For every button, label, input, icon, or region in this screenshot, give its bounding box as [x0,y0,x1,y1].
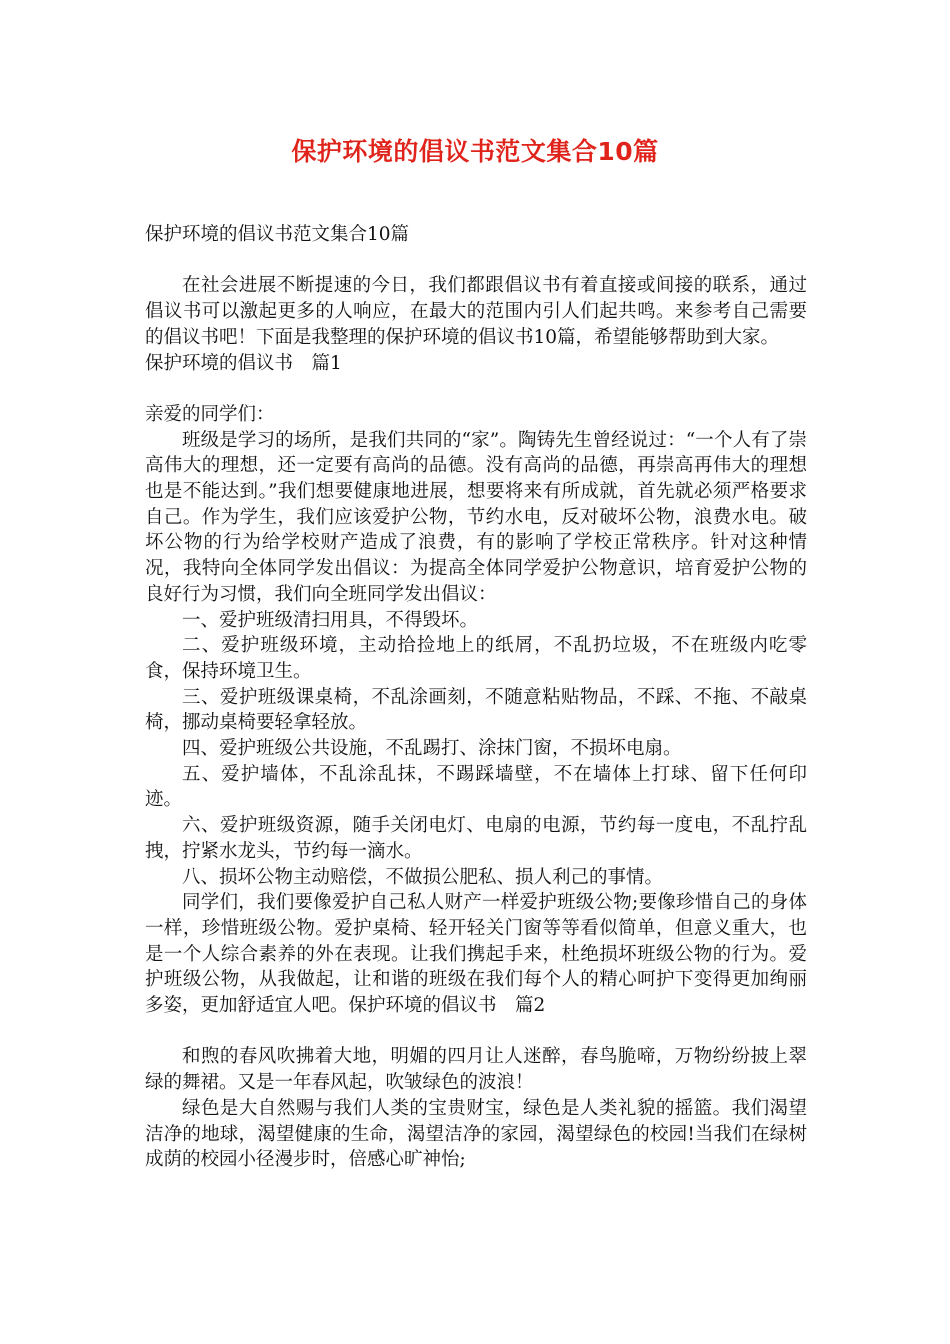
proposal-item: 五、爱护墙体，不乱涂乱抹，不踢踩墙壁，不在墙体上打球、留下任何印迹。 [145,763,807,811]
blank-line [145,248,807,274]
proposal-item: 二、爱护班级环境，主动拾捡地上的纸屑，不乱扔垃圾，不在班级内吃零食，保持环境卫生。 [145,635,807,682]
proposal-item: 六、爱护班级资源，随手关闭电灯、电扇的电源，节约每一度电，不乱拧乱拽，拧紧水龙头，节约每一滴水。 [145,815,807,862]
intro-paragraph: 在社会进展不断提速的今日，我们都跟倡议书有着直接或间接的联系，通过倡议书可以激起更多的人响应，在最大的范围内引人们起共鸣。来参考自己需要的倡议书吧！下面是我整理的保护环境的倡议书10篇，希望能够帮助到大家。 [145,275,807,348]
document-body [145,222,807,1173]
proposal-item: 四、爱护班级公共设施，不乱踢打、涂抹门窗，不损坏电扇。 [182,738,682,760]
section1-paragraph: 班级是学习的场所，是我们共同的“家”。陶铸先生曾经说过：“一个人有了崇高伟大的理想，还一定要有高尚的品德。没有高尚的品德，再崇高再伟大的理想也是不能达到。”我们想要健康地进展，想要将来有所成就，首先就必须严格要求自己。作为学生，我们应该爱护公物，节约水电，反对破坏公物，浪费水电。破坏公物的行为给学校财产造成了浪费，有的影响了学校正常秩序。针对这种情况，我特向全体同学发出倡议：为提高全体同学爱护公物意识，培育爱护公物的良好行为习惯，我们向全班同学发出倡议： [145,429,807,605]
closing-text: 同学们，我们要像爱护自己私人财产一样爱护班级公物;要像珍惜自己的身体一样，珍惜班级公物。爱护桌椅、轻开轻关门窗等等看似简单，但意义重大，也是一个人综合素养的外在表现。让我们携起手来，杜绝损坏班级公物的行为。爱护班级公物，从我做起，让和谐的班级在我们每个人的精心呵护下变得更加绚丽多姿，更加舒适宜人吧。 [145,892,807,1017]
document-subtitle: 保护环境的倡议书范文集合10篇 [145,224,410,245]
section-heading-1: 保护环境的倡议书 篇1 [145,352,342,374]
section2-paragraph: 和煦的春风吹拂着大地，明媚的四月让人迷醉，春鸟脆啼，万物纷纷披上翠绿的舞裙。又是一年春风起，吹皱绿色的波浪！ [145,1046,807,1094]
proposal-item: 三、爱护班级课桌椅，不乱涂画刻，不随意粘贴物品，不踩、不拖、不敲桌椅，挪动桌椅要轻拿轻放。 [145,686,807,734]
document-title: 保护环境的倡议书范文集合10篇 [291,137,659,166]
proposal-item: 八、损坏公物主动赔偿，不做损公肥私、损人利己的事情。 [182,866,664,888]
salutation: 亲爱的同学们： [145,403,275,425]
section1-closing-paragraph [145,890,807,1019]
blank-line [145,1019,807,1045]
blank-line [145,376,807,402]
section2-paragraph: 绿色是大自然赐与我们人类的宝贵财宝，绿色是人类礼貌的摇篮。我们渴望洁净的地球，渴望健康的生命，渴望洁净的家园，渴望绿色的校园!当我们在绿树成荫的校园小径漫步时，倍感心旷神怡; [145,1097,807,1171]
proposal-item: 一、爱护班级清扫用具，不得毁坏。 [182,609,479,631]
section-heading-2: 保护环境的倡议书 篇2 [348,995,546,1017]
